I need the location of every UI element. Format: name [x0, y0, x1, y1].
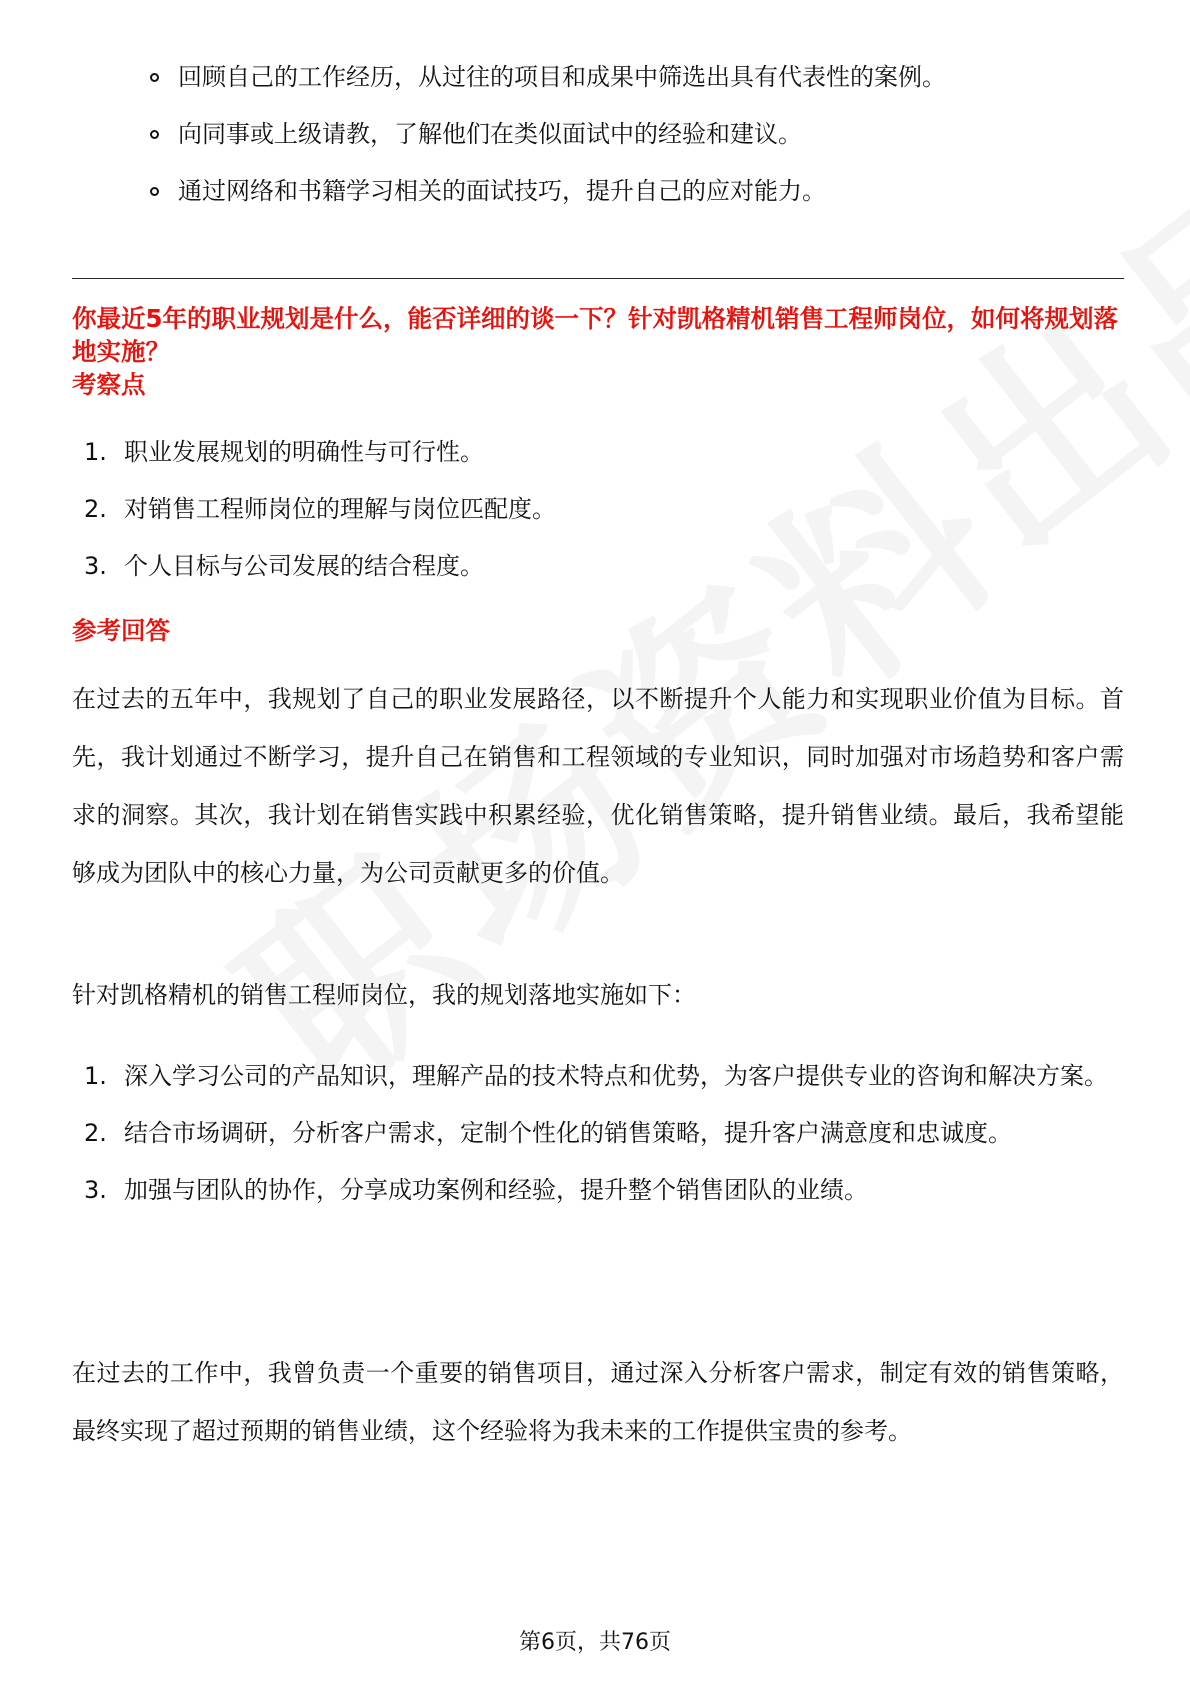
answer-paragraph: 在过去的工作中，我曾负责一个重要的销售项目，通过深入分析客户需求，制定有效的销售策略，最终实现了超过预期的销售业绩，这个经验将为我未来的工作提供宝贵的参考。	[72, 1359, 1124, 1445]
points-heading: 考察点	[72, 370, 146, 399]
hollow-circle-bullet-icon	[150, 73, 159, 82]
list-item	[84, 1105, 1124, 1162]
interview-question: 你最近5年的职业规划是什么，能否详细的谈一下？针对凯格精机销售工程师岗位，如何将规划落地实施？	[72, 304, 1119, 366]
hollow-circle-bullet-icon	[150, 130, 159, 139]
list-item	[84, 538, 1124, 595]
list-item	[84, 424, 1124, 481]
list-text: 职业发展规划的明确性与可行性。	[124, 438, 484, 466]
list-item	[146, 115, 946, 153]
points-list	[84, 424, 1124, 595]
section-divider	[72, 278, 1124, 279]
top-bullet-list	[146, 58, 946, 229]
bullet-text: 通过网络和书籍学习相关的面试技巧，提升自己的应对能力。	[178, 177, 826, 205]
list-number: 2.	[84, 495, 107, 523]
list-item	[84, 481, 1124, 538]
list-number: 1.	[84, 438, 107, 466]
page-number: 第6页，共76页	[519, 1630, 671, 1655]
answer-heading: 参考回答	[72, 616, 170, 645]
list-number: 3.	[84, 1176, 107, 1204]
answer-paragraph: 在过去的五年中，我规划了自己的职业发展路径，以不断提升个人能力和实现职业价值为目标。首先，我计划通过不断学习，提升自己在销售和工程领域的专业知识，同时加强对市场趋势和客户需求的洞察。其次，我计划在销售实践中积累经验，优化销售策略，提升销售业绩。最后，我希望能够成为团队中的核心力量，为公司贡献更多的价值。	[72, 685, 1124, 887]
list-text: 个人目标与公司发展的结合程度。	[124, 552, 484, 580]
bullet-text: 回顾自己的工作经历，从过往的项目和成果中筛选出具有代表性的案例。	[178, 63, 946, 91]
bullet-text: 向同事或上级请教，了解他们在类似面试中的经验和建议。	[178, 120, 802, 148]
list-number: 2.	[84, 1119, 107, 1147]
list-item	[146, 172, 946, 210]
list-item	[84, 1162, 1124, 1219]
list-text: 加强与团队的协作，分享成功案例和经验，提升整个销售团队的业绩。	[124, 1176, 868, 1204]
list-text: 对销售工程师岗位的理解与岗位匹配度。	[124, 495, 556, 523]
plan-list	[84, 1048, 1124, 1219]
list-text: 结合市场调研，分析客户需求，定制个性化的销售策略，提升客户满意度和忠诚度。	[124, 1119, 1012, 1147]
list-item	[84, 1048, 1124, 1105]
list-text: 深入学习公司的产品知识，理解产品的技术特点和优势，为客户提供专业的咨询和解决方案。	[124, 1062, 1108, 1090]
list-item	[146, 58, 946, 96]
list-number: 1.	[84, 1062, 107, 1090]
hollow-circle-bullet-icon	[150, 187, 159, 196]
answer-paragraph: 针对凯格精机的销售工程师岗位，我的规划落地实施如下：	[72, 981, 696, 1009]
list-number: 3.	[84, 552, 107, 580]
